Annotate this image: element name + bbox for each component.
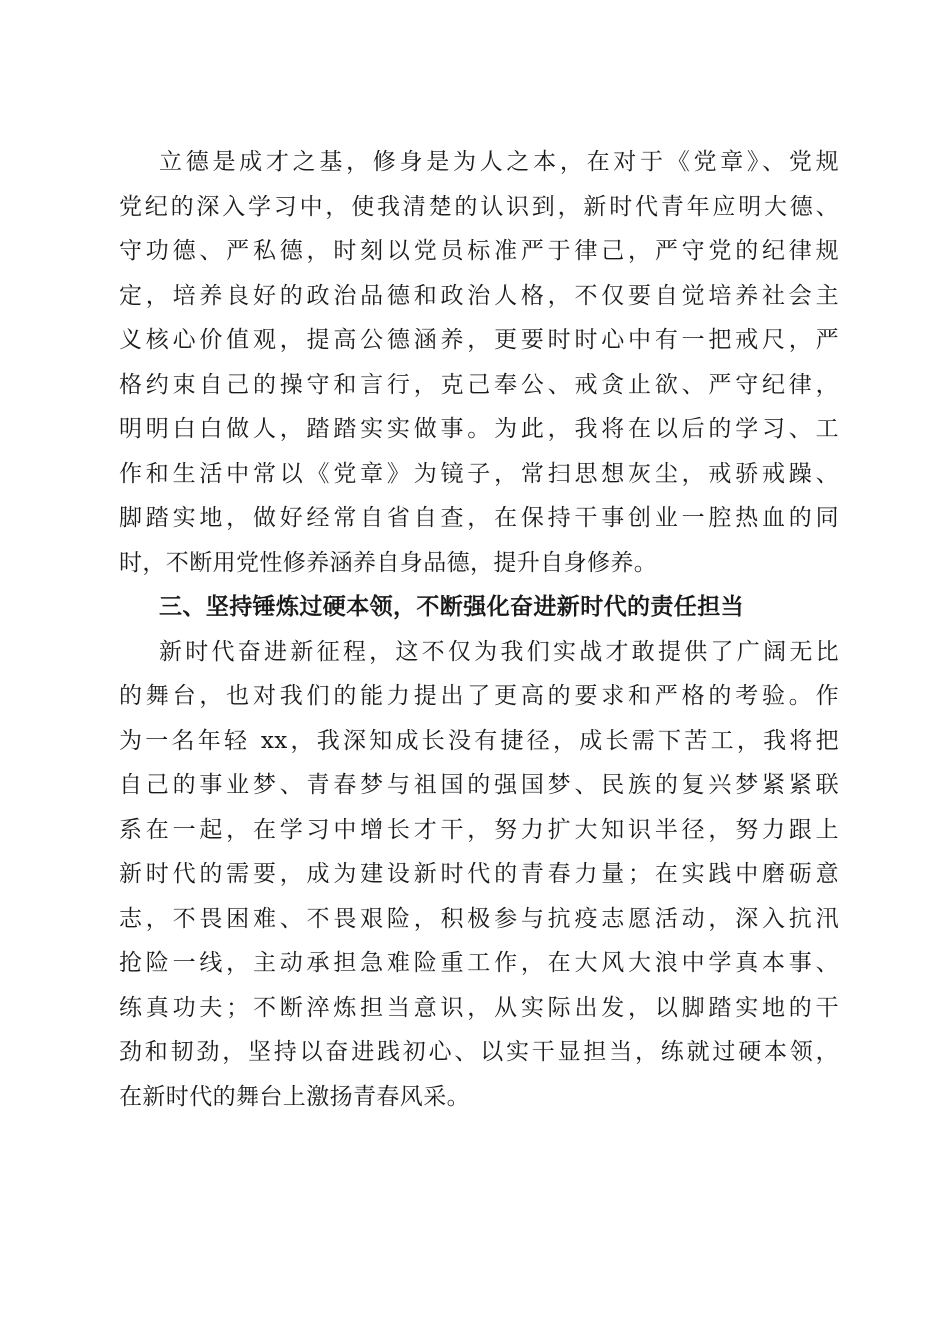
paragraph-line: 义核心价值观，提高公德涵养，更要时时心中有一把戒尺，严 bbox=[119, 327, 839, 353]
paragraph-line: 时，不断用党性修养涵养自身品德，提升自身修养。 bbox=[119, 549, 658, 576]
paragraph-line: 抢险一线，主动承担急难险重工作，在大风大浪中学真本事、 bbox=[119, 950, 839, 976]
paragraph-line: 劲和韧劲，坚持以奋进践初心、以实干显担当，练就过硬本领， bbox=[119, 1039, 839, 1065]
paragraph-line: 为一名年轻 xx，我深知成长没有捷径，成长需下苦工，我将把 bbox=[119, 727, 839, 754]
paragraph-skills bbox=[119, 630, 839, 1120]
paragraph-line: 自己的事业梦、青春梦与祖国的强国梦、民族的复兴梦紧紧联 bbox=[119, 772, 839, 798]
paragraph-line: 新时代的需要，成为建设新时代的青春力量；在实践中磨砺意 bbox=[119, 861, 839, 887]
paragraph-line: 守功德、严私德，时刻以党员标准严于律己，严守党的纪律规 bbox=[119, 238, 839, 264]
document-body bbox=[119, 140, 839, 1119]
paragraph-character-cultivation bbox=[119, 140, 839, 585]
paragraph-line: 的舞台，也对我们的能力提出了更高的要求和严格的考验。作 bbox=[119, 683, 839, 709]
paragraph-line: 明明白白做人，踏踏实实做事。为此，我将在以后的学习、工 bbox=[119, 416, 839, 442]
paragraph-line: 定，培养良好的政治品德和政治人格，不仅要自觉培养社会主 bbox=[119, 282, 839, 309]
section-heading: 三、坚持锤炼过硬本领，不断强化奋进新时代的责任担当 bbox=[159, 594, 744, 620]
paragraph-line: 系在一起，在学习中增长才干，努力扩大知识半径，努力跟上 bbox=[119, 816, 839, 843]
paragraph-line: 新时代奋进新征程，这不仅为我们实战才敢提供了广阔无比 bbox=[159, 638, 839, 665]
paragraph-line: 党纪的深入学习中，使我清楚的认识到，新时代青年应明大德、 bbox=[119, 193, 839, 220]
paragraph-line: 立德是成才之基，修身是为人之本，在对于《党章》、党规 bbox=[159, 149, 839, 175]
paragraph-line: 在新时代的舞台上激扬青春风采。 bbox=[119, 1083, 470, 1110]
paragraph-line: 脚踏实地，做好经常自省自查，在保持干事创业一腔热血的同 bbox=[119, 505, 839, 531]
paragraph-line: 格约束自己的操守和言行，克己奉公、戒贪止欲、严守纪律， bbox=[119, 371, 839, 398]
paragraph-line: 志，不畏困难、不畏艰险，积极参与抗疫志愿活动，深入抗汛 bbox=[119, 905, 839, 932]
paragraph-line: 练真功夫；不断淬炼担当意识，从实际出发，以脚踏实地的干 bbox=[119, 994, 839, 1021]
paragraph-line: 作和生活中常以《党章》为镜子，常扫思想灰尘，戒骄戒躁、 bbox=[119, 460, 839, 487]
